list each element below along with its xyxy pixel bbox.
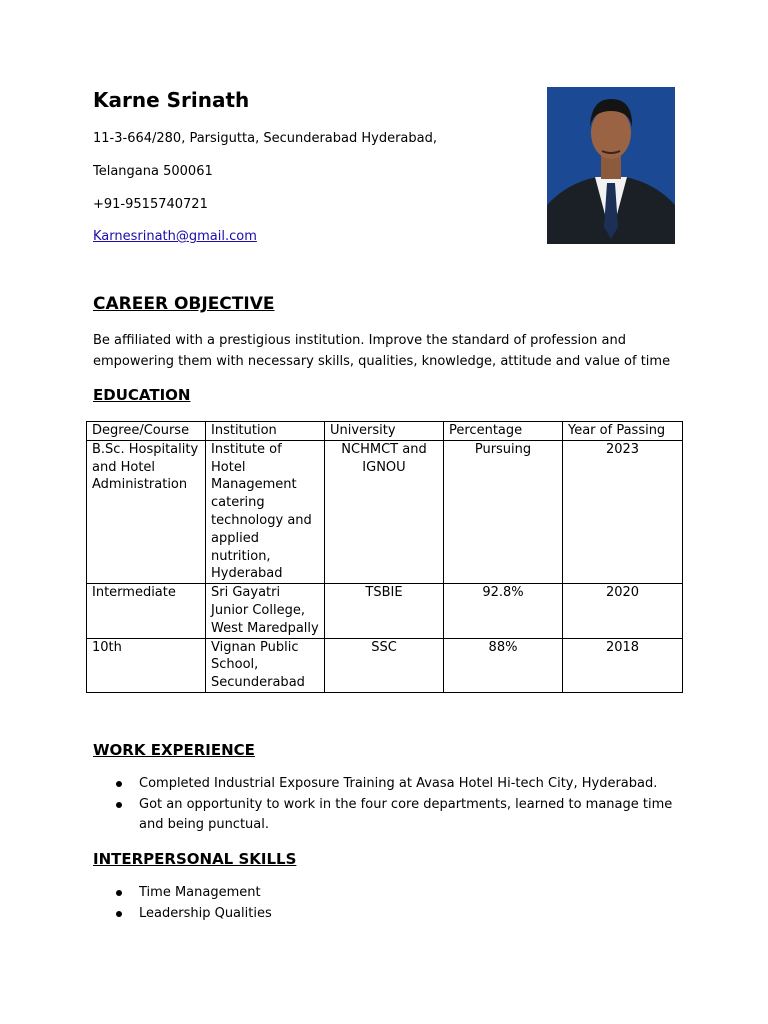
degree-cell: Intermediate — [87, 584, 206, 638]
address-line-1: 11-3-664/280, Parsigutta, Secunderabad Hyderabad, — [93, 131, 438, 146]
university-cell: TSBIE — [325, 584, 444, 638]
column-header-degree: Degree/Course — [87, 422, 206, 441]
list-item: Leadership Qualities — [139, 904, 679, 925]
percentage-cell: Pursuing — [444, 440, 563, 583]
work-experience-list — [139, 774, 679, 836]
percentage-cell: 92.8% — [444, 584, 563, 638]
column-header-institution: Institution — [206, 422, 325, 441]
table-header-row — [87, 422, 683, 441]
table-row — [87, 638, 683, 692]
list-item: Time Management — [139, 883, 679, 904]
table-row — [87, 584, 683, 638]
degree-cell: B.Sc. Hospitality and Hotel Administration — [87, 440, 206, 583]
phone-number: +91-9515740721 — [93, 197, 208, 212]
year-cell: 2023 — [563, 440, 683, 583]
list-item: Completed Industrial Exposure Training at Avasa Hotel Hi-tech City, Hyderabad. — [139, 774, 679, 795]
career-objective-text — [93, 330, 683, 372]
profile-photo — [547, 87, 675, 244]
column-header-year: Year of Passing — [563, 422, 683, 441]
university-cell: SSC — [325, 638, 444, 692]
education-heading: EDUCATION — [93, 386, 191, 404]
candidate-name: Karne Srinath — [93, 88, 250, 112]
institution-cell: Institute of Hotel Management catering technology and applied nutrition, Hyderabad — [206, 440, 325, 583]
institution-cell: Vignan Public School, Secunderabad — [206, 638, 325, 692]
list-item: Got an opportunity to work in the four core departments, learned to manage time and being punctual. — [139, 795, 679, 836]
year-cell: 2018 — [563, 638, 683, 692]
career-objective-line-2: empowering them with necessary skills, qualities, knowledge, attitude and value of time — [93, 354, 671, 369]
degree-cell: 10th — [87, 638, 206, 692]
column-header-university: University — [325, 422, 444, 441]
career-objective-heading: CAREER OBJECTIVE — [93, 294, 275, 314]
interpersonal-skills-list — [139, 883, 679, 924]
column-header-percentage: Percentage — [444, 422, 563, 441]
education-table — [86, 421, 683, 693]
career-objective-line-1: Be affiliated with a prestigious institution. Improve the standard of profession and — [93, 333, 626, 348]
work-experience-heading: WORK EXPERIENCE — [93, 741, 255, 759]
institution-cell: Sri Gayatri Junior College, West Maredpally — [206, 584, 325, 638]
interpersonal-skills-heading: INTERPERSONAL SKILLS — [93, 850, 297, 868]
year-cell: 2020 — [563, 584, 683, 638]
university-cell: NCHMCT and IGNOU — [325, 440, 444, 583]
table-row — [87, 440, 683, 583]
email-link[interactable]: Karnesrinath@gmail.com — [93, 229, 257, 244]
address-line-2: Telangana 500061 — [93, 164, 213, 179]
percentage-cell: 88% — [444, 638, 563, 692]
